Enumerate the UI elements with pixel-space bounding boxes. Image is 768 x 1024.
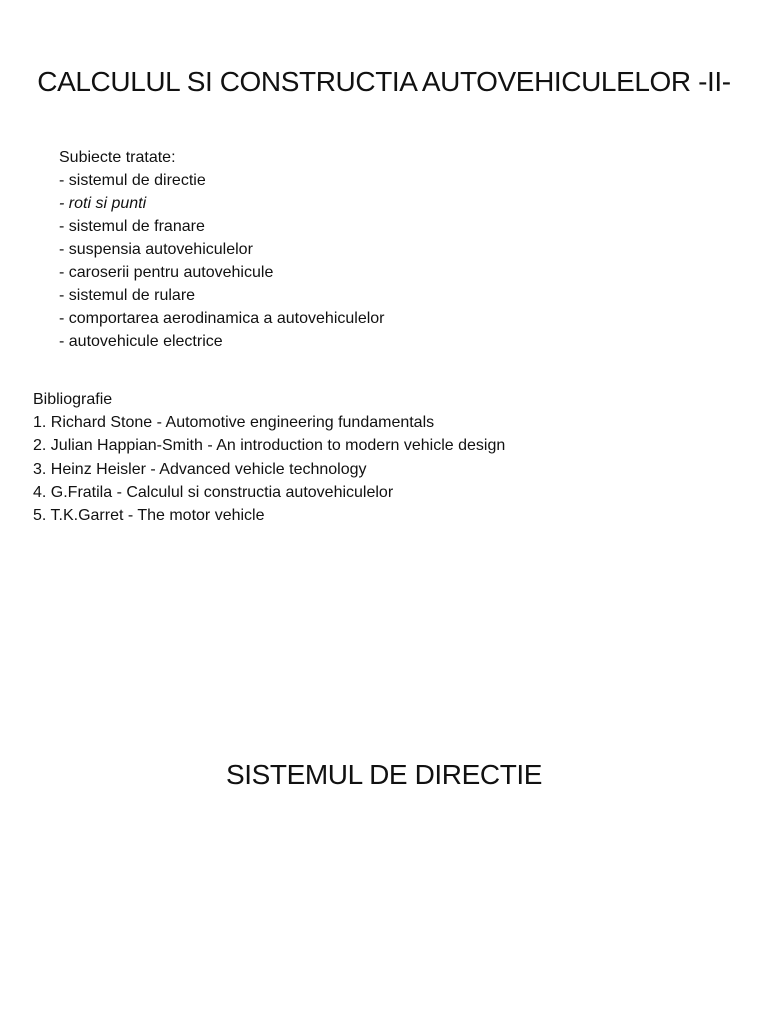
bibliography-list: [33, 388, 505, 527]
topic-item: - sistemul de rulare: [59, 287, 196, 304]
topic-item: - autovehicule electrice: [59, 333, 223, 350]
bibliography-heading: Bibliografie: [33, 391, 113, 408]
bibliography-item: 2. Julian Happian-Smith - An introduction to modern vehicle design: [33, 437, 506, 455]
bibliography-item: 1. Richard Stone - Automotive engineering fundamentals: [33, 414, 435, 432]
topics-heading: Subiecte tratate:: [59, 149, 176, 166]
topic-item: - suspensia autovehiculelor: [59, 241, 253, 258]
bibliography-item: 4. G.Fratila - Calculul si constructia autovehiculelor: [33, 483, 394, 501]
section-title: SISTEMUL DE DIRECTIE: [225, 759, 543, 790]
topic-item: - caroserii pentru autovehicule: [59, 264, 274, 281]
bibliography-item: 5. T.K.Garret - The motor vehicle: [33, 507, 265, 525]
topic-item: - roti si punti: [59, 195, 147, 212]
topic-item: - sistemul de directie: [59, 172, 206, 189]
topic-item: - comportarea aerodinamica a autovehiculelor: [59, 310, 385, 327]
topic-item: - sistemul de franare: [59, 218, 205, 235]
bibliography-item: 3. Heinz Heisler - Advanced vehicle technology: [33, 460, 367, 478]
topics-list: [59, 146, 385, 353]
course-title: CALCULUL SI CONSTRUCTIA AUTOVEHICULELOR -II-: [37, 66, 731, 97]
section-slide: [0, 560, 768, 1024]
